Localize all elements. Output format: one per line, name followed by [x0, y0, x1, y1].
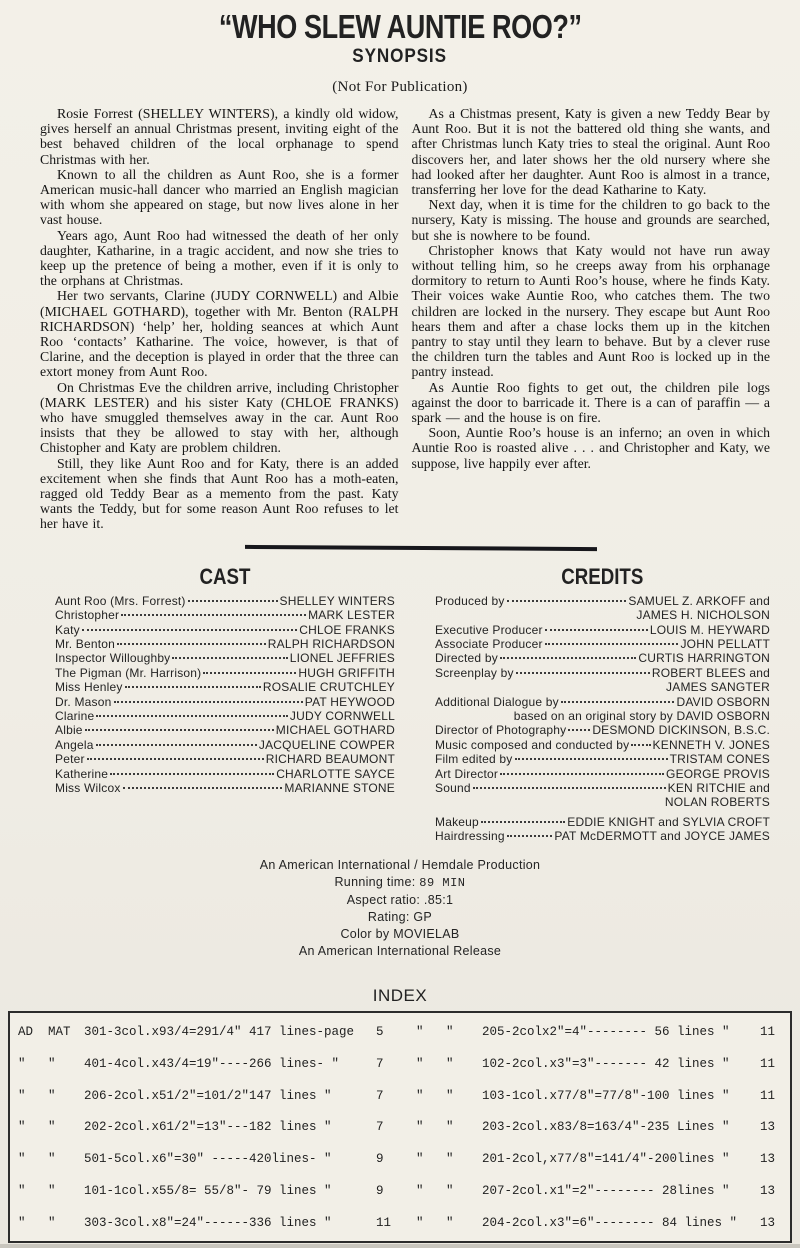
index-box — [8, 1011, 792, 1243]
cast-role: Angela — [55, 737, 94, 752]
credit-name: DAVID OSBORN — [676, 694, 770, 709]
aspect-ratio-label: Aspect ratio: — [346, 892, 421, 907]
index-col1-mark: " — [416, 1184, 424, 1199]
cast-row — [55, 651, 395, 665]
index-col1-mark: " — [416, 1120, 424, 1135]
credit-name: TRISTAM CONES — [669, 752, 770, 767]
index-col2-mark: " — [446, 1088, 454, 1103]
dot-leader — [125, 686, 261, 688]
cast-role: Mr. Benton — [55, 636, 116, 651]
index-col2-mark: " — [446, 1184, 454, 1199]
synopsis-paragraph: Still, they like Aunt Roo and for Katy, there is an added excitement when she finds that Aunt Roo has a moth-eaten, ragged old Teddy Bear as a memento from the past. Katy wants the Teddy, but for some reason Aunt Roo refuses to let her have it. — [40, 455, 399, 532]
dot-leader — [114, 701, 303, 703]
credit-name: EDDIE KNIGHT and SYLVIA CROFT — [567, 814, 770, 829]
dot-leader — [96, 744, 257, 746]
cast-row — [55, 695, 395, 709]
index-page-number: 13 — [760, 1120, 776, 1135]
index-row — [416, 1184, 786, 1199]
credits-row — [435, 738, 770, 752]
index-page-number: 13 — [760, 1184, 776, 1199]
dot-leader — [516, 672, 650, 674]
index-col1-mark: " — [416, 1088, 424, 1103]
dot-leader — [481, 821, 565, 823]
dot-leader — [110, 773, 274, 775]
dot-leader — [87, 758, 264, 760]
dot-leader — [631, 744, 650, 746]
credit-label: Executive Producer — [435, 622, 543, 637]
production-company-line: An American International / Hemdale Production — [259, 857, 541, 872]
section-divider-rule — [245, 545, 597, 551]
index-col1-mark: " — [18, 1056, 26, 1071]
index-row — [416, 1120, 786, 1135]
credit-name: DESMOND DICKINSON, B.S.C. — [592, 723, 770, 738]
synopsis-paragraph: Next day, when it is time for the children to go back to the nursery, Katy is missing. The house and grounds are searched, but she is nowhere to be found. — [411, 197, 770, 243]
cast-row — [55, 752, 395, 766]
synopsis-heading-text: SYNOPSIS — [352, 46, 448, 67]
index-page-number: 11 — [760, 1056, 776, 1071]
running-time-line — [0, 874, 800, 892]
index-page-number: 7 — [376, 1056, 384, 1071]
cast-actor: RICHARD BEAUMONT — [265, 752, 395, 767]
index-row — [416, 1152, 786, 1167]
index-col2-mark: " — [48, 1152, 56, 1167]
index-section — [0, 986, 800, 1243]
synopsis-paragraph: Years ago, Aunt Roo had witnessed the death of her only daughter, Katharine, in a tragic accident, and now she tries to keep up the pretence of being a mother, even if it is only to the orphans at Christmas. — [40, 227, 399, 289]
synopsis-paragraph: As Auntie Roo fights to get out, the children pile logs against the door to barricade it. There is a can of paraffin — a spark — and the house is on fire. — [411, 379, 770, 426]
index-col2-mark: " — [446, 1056, 454, 1071]
index-spec: 206-2col.x51/2"=101/2"147 lines " — [84, 1088, 332, 1103]
cast-actor: PAT HEYWOOD — [304, 694, 395, 709]
cast-row — [55, 680, 395, 694]
dot-leader — [188, 600, 278, 602]
credits-section — [435, 565, 770, 844]
cast-actor: MARK LESTER — [308, 608, 395, 623]
credits-row — [435, 829, 770, 843]
index-page-number: 9 — [376, 1152, 384, 1167]
credit-label: Director of Photography — [435, 723, 567, 738]
synopsis-col-left — [40, 106, 399, 532]
index-col2-mark: " — [48, 1120, 56, 1135]
page-edge-shadow — [0, 1244, 800, 1248]
dot-leader — [123, 787, 283, 789]
credits-row — [435, 666, 770, 680]
credit-label: Hairdressing — [435, 829, 505, 844]
cast-row — [55, 637, 395, 651]
credits-heading-text: CREDITS — [561, 563, 644, 589]
index-col2-mark: " — [446, 1215, 454, 1230]
index-page-number: 11 — [760, 1025, 776, 1039]
credits-row — [435, 723, 770, 737]
index-page-number: 11 — [760, 1088, 776, 1103]
index-page-number: 13 — [760, 1152, 776, 1167]
index-spec: 401-4col.x43/4=19"----266 lines- " — [84, 1056, 340, 1071]
cast-row — [55, 767, 395, 781]
index-spec: 204-2col.x3"=6"-------- 84 lines " — [482, 1215, 738, 1230]
index-row — [18, 1152, 402, 1167]
index-col1-mark: " — [416, 1152, 424, 1167]
index-spec: 201-2col,x77/8"=141/4"-200lines " — [482, 1152, 730, 1167]
cast-heading — [55, 565, 395, 589]
cast-role: Katherine — [55, 766, 109, 781]
credit-continuation: JAMES SANGTER — [666, 680, 770, 695]
dot-leader — [561, 701, 675, 703]
dot-leader — [473, 787, 666, 789]
index-row — [18, 1057, 402, 1072]
cast-row — [55, 738, 395, 752]
index-page-number: 7 — [376, 1088, 384, 1103]
running-time-label: Running time: — [334, 874, 416, 889]
dot-leader — [117, 643, 266, 645]
index-spec: 205-2colx2"=4"-------- 56 lines " — [482, 1025, 730, 1039]
credits-row — [435, 623, 770, 637]
dot-leader — [121, 614, 306, 616]
cast-row — [55, 666, 395, 680]
cast-actor: SHELLEY WINTERS — [279, 593, 395, 608]
credits-row — [435, 767, 770, 781]
credits-row — [435, 695, 770, 709]
index-row — [18, 1216, 402, 1231]
dot-leader — [85, 729, 274, 731]
dot-leader — [500, 657, 636, 659]
cast-actor: MARIANNE STONE — [284, 780, 395, 795]
running-time-value: 89 MIN — [419, 875, 466, 890]
dot-leader — [507, 600, 627, 602]
cast-role: Katy — [55, 622, 80, 637]
index-page-number: 13 — [760, 1215, 776, 1230]
cast-row — [55, 723, 395, 737]
credit-name: LOUIS M. HEYWARD — [649, 622, 770, 637]
cast-role: Peter — [55, 752, 85, 767]
cast-section — [55, 565, 395, 844]
synopsis-paragraph: Soon, Auntie Roo’s house is an inferno; an oven in which Auntie Roo is roasted alive . . . and Christopher and Katy, we suppose, live happily ever after. — [411, 425, 770, 471]
index-col2-mark: " — [48, 1215, 56, 1230]
index-col-right — [402, 1025, 786, 1231]
credit-name: SAMUEL Z. ARKOFF and — [628, 593, 770, 608]
cast-role: Christopher — [55, 608, 120, 623]
cast-role: Inspector Willoughby — [55, 651, 171, 666]
credits-row — [435, 637, 770, 651]
synopsis-paragraph: On Christmas Eve the children arrive, including Christopher (MARK LESTER) and his sister Katy (CHLOE FRANKS) who have smuggled themselves away in the car. Aunt Roo insists that they be allowed to stay with her, although Chistopher and Katy are problem children. — [40, 379, 399, 456]
index-heading: INDEX — [372, 986, 428, 1005]
aspect-ratio-line — [0, 892, 800, 909]
release-line: An American International Release — [298, 943, 502, 958]
cast-actor: RALPH RICHARDSON — [267, 636, 395, 651]
credits-row — [435, 752, 770, 766]
index-col1-mark: " — [416, 1215, 424, 1230]
credits-list — [435, 594, 770, 844]
cast-role: Clarine — [55, 708, 95, 723]
index-col1-mark: " — [416, 1056, 424, 1071]
cast-role: Miss Wilcox — [55, 780, 121, 795]
credit-continuation: JAMES H. NICHOLSON — [636, 608, 770, 623]
credit-name: ROBERT BLEES and — [651, 665, 770, 680]
credit-label: Film edited by — [435, 752, 513, 767]
index-col2-mark: MAT — [48, 1025, 71, 1039]
index-col2-mark: " — [446, 1025, 454, 1039]
cast-heading-text: CAST — [199, 563, 251, 589]
cast-actor: LIONEL JEFFRIES — [289, 651, 395, 666]
cast-role: Albie — [55, 723, 83, 738]
dot-leader — [96, 715, 288, 717]
index-col2-mark: " — [48, 1056, 56, 1071]
credits-row — [435, 815, 770, 829]
dot-leader — [568, 729, 590, 731]
cast-actor: HUGH GRIFFITH — [298, 665, 395, 680]
cast-actor: CHLOE FRANKS — [299, 622, 395, 637]
index-page-number: 9 — [376, 1184, 384, 1199]
index-col-left — [18, 1025, 402, 1231]
page-header — [0, 10, 800, 96]
dot-leader — [172, 657, 287, 659]
index-col1-mark: " — [416, 1025, 424, 1039]
production-info — [0, 857, 800, 960]
index-col1-mark: " — [18, 1120, 26, 1135]
color-line: Color by MOVIELAB — [340, 926, 460, 941]
cast-actor: JACQUELINE COWPER — [258, 737, 395, 752]
dot-leader — [82, 629, 297, 631]
index-row — [416, 1057, 786, 1072]
index-col1-mark: " — [18, 1215, 26, 1230]
credit-note: based on an original story by DAVID OSBORN — [513, 708, 770, 723]
film-title-text: “WHO SLEW AUNTIE ROO?” — [218, 8, 582, 45]
cast-list — [55, 594, 395, 796]
index-col2-mark: " — [446, 1120, 454, 1135]
dot-leader — [500, 773, 664, 775]
synopsis-paragraph: Known to all the children as Aunt Roo, she is a former American music-hall dancer who married an English magician with whom she appeared on stage, but now lives alone in her vast house. — [40, 166, 399, 228]
synopsis-paragraph: As a Chistmas present, Katy is given a new Teddy Bear by Aunt Roo. But it is not the battered old thing she wants, and after Christmas lunch Katy tries to steal the original. Aunt Roo discovers her, and later shows her the old nursery where she had looked after her daughter. Aunt Roo is almost in a trance, transferring her love for the dead Katharine to Katy. — [411, 106, 770, 198]
credits-row — [435, 651, 770, 665]
dot-leader — [203, 672, 296, 674]
synopsis-paragraph: Rosie Forrest (SHELLEY WINTERS), a kindly old widow, gives herself an annual Christmas present, inviting eight of the best behaved children of the local orphanage to spend Christmas with her. — [40, 106, 399, 167]
credits-heading — [435, 565, 770, 589]
cast-role: Aunt Roo (Mrs. Forrest) — [55, 593, 186, 608]
aspect-ratio-value: .85:1 — [423, 892, 454, 907]
index-page-number: 5 — [376, 1025, 384, 1039]
index-spec: 102-2col.x3"=3"------- 42 lines " — [482, 1056, 730, 1071]
credit-label: Screenplay by — [435, 665, 514, 680]
dot-leader — [507, 835, 553, 837]
index-spec: 101-1col.x55/8= 55/8"- 79 lines " — [84, 1184, 332, 1199]
index-spec: 202-2col.x61/2"=13"---182 lines " — [84, 1120, 332, 1135]
not-for-publication-note: (Not For Publication) — [332, 79, 468, 95]
dot-leader — [545, 643, 679, 645]
cast-actor: ROSALIE CRUTCHLEY — [262, 680, 395, 695]
index-spec: 301-3col.x93/4=291/4" 417 lines-page — [84, 1025, 355, 1039]
synopsis-heading — [0, 46, 800, 68]
credit-name: GEORGE PROVIS — [666, 766, 770, 781]
index-col2-mark: " — [446, 1152, 454, 1167]
index-row — [18, 1025, 402, 1040]
index-spec: 207-2col.x1"=2"-------- 28lines " — [482, 1184, 730, 1199]
synopsis-paragraph: Christopher knows that Katy would not have run away without telling him, so he creeps away from his orphanage dormitory to return to Aunti Roo’s house, where he finds Katy. Their voices wake Auntie Roo, who catches them. The two children are locked in the nursery. They escape but Aunt Roo hears them and after a chase locks them up in the kitchen pantry to stay until they learn to behave. But by a clever ruse the children turn the tables and Aunt Roo is locked up in the pantry instead. — [411, 242, 770, 380]
credit-label: Additional Dialogue by — [435, 694, 559, 709]
credit-label: Sound — [435, 780, 471, 795]
index-page-number: 7 — [376, 1120, 384, 1135]
credits-row — [435, 594, 770, 608]
cast-actor: JUDY CORNWELL — [289, 708, 395, 723]
film-title — [0, 10, 800, 44]
index-col1-mark: AD — [18, 1025, 34, 1039]
index-col1-mark: " — [18, 1152, 26, 1167]
index-spec: 203-2col.x83/8=163/4"-235 Lines " — [482, 1120, 730, 1135]
rating-line: Rating: GP — [367, 909, 433, 924]
credit-name: PAT McDERMOTT and JOYCE JAMES — [554, 829, 770, 844]
credit-continuation: NOLAN ROBERTS — [664, 795, 770, 810]
synopsis-paragraph: Her two servants, Clarine (JUDY CORNWELL) and Albie (MICHAEL GOTHARD), together with Mr. Benton (RALPH RICHARDSON) ‘help’ her, holding seances at which Aunt Roo ‘contacts’ Katharine. The voice, however, is that of Clarine, and the deception is played in order that the three can extort money from Aunt Roo. — [40, 288, 399, 380]
credit-label: Makeup — [435, 814, 479, 829]
cast-role: Miss Henley — [55, 680, 123, 695]
index-row — [416, 1025, 786, 1040]
index-spec: 501-5col.x6"=30" -----420lines- " — [84, 1152, 332, 1167]
synopsis-section — [0, 106, 800, 532]
credit-name: JOHN PELLATT — [680, 636, 770, 651]
index-row — [18, 1184, 402, 1199]
credit-label: Produced by — [435, 593, 505, 608]
dot-leader — [545, 629, 648, 631]
cast-row — [55, 594, 395, 608]
credit-label: Art Director — [435, 766, 499, 781]
cast-row — [55, 781, 395, 795]
index-page-number: 11 — [376, 1215, 392, 1230]
index-col1-mark: " — [18, 1088, 26, 1103]
cast-actor: MICHAEL GOTHARD — [275, 723, 395, 738]
dot-leader — [515, 758, 668, 760]
credit-label: Music composed and conducted by — [435, 737, 630, 752]
index-spec: 303-3col.x8"=24"------336 lines " — [84, 1215, 332, 1230]
index-row — [416, 1216, 786, 1231]
cast-actor: CHARLOTTE SAYCE — [276, 766, 395, 781]
cast-row — [55, 608, 395, 622]
credit-label: Associate Producer — [435, 636, 543, 651]
index-row — [18, 1120, 402, 1135]
index-col1-mark: " — [18, 1184, 26, 1199]
cast-role: Dr. Mason — [55, 694, 112, 709]
credit-name: KEN RITCHIE and — [667, 780, 770, 795]
index-row — [18, 1089, 402, 1104]
credit-name: CURTIS HARRINGTON — [638, 651, 770, 666]
cast-role: The Pigman (Mr. Harrison) — [55, 665, 202, 680]
index-col2-mark: " — [48, 1184, 56, 1199]
credits-row — [435, 781, 770, 795]
index-spec: 103-1col.x77/8"=77/8"-100 lines " — [482, 1088, 730, 1103]
cast-row — [55, 623, 395, 637]
credit-name: KENNETH V. JONES — [652, 737, 770, 752]
cast-credits-section — [0, 565, 800, 844]
cast-row — [55, 709, 395, 723]
credit-label: Directed by — [435, 651, 498, 666]
index-row — [416, 1089, 786, 1104]
index-col2-mark: " — [48, 1088, 56, 1103]
synopsis-col-right — [412, 106, 771, 532]
